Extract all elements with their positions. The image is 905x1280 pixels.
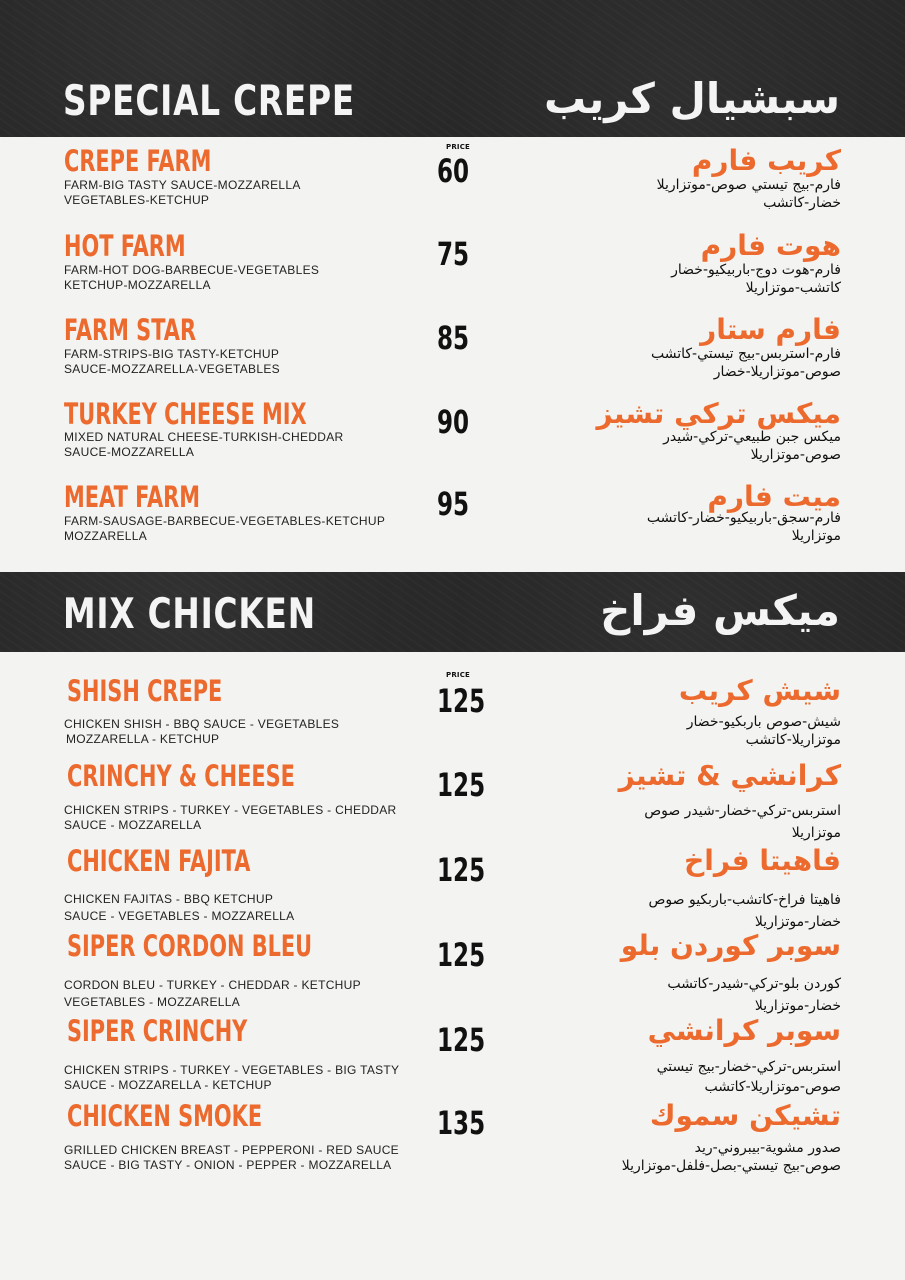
item-name-en: CREPE FARM [64, 144, 212, 178]
item-desc-ar: فارم-هوت دوج-باربيكيو-خضار كاتشب-موتزاريلا [671, 262, 841, 296]
item-price: 90 [437, 403, 470, 441]
section-title-ar: سبشيال كريب [544, 74, 840, 123]
price-label: PRICE [446, 143, 471, 151]
item-name-ar: كريب فارم [691, 144, 841, 177]
item-name-ar: فارم ستار [700, 313, 841, 346]
item-name-ar: سوبر كوردن بلو [620, 929, 841, 962]
item-desc-ar: شيش-صوص باربكيو-خضار موتزاريلا-كاتشب [686, 714, 841, 748]
item-price: 125 [437, 1021, 486, 1059]
menu-item [0, 480, 905, 563]
item-name-en: CHICKEN SMOKE [67, 1099, 263, 1133]
item-name-en: MEAT FARM [64, 480, 200, 514]
item-name-en: TURKEY CHEESE MIX [64, 397, 307, 431]
item-desc-en: FARM-HOT DOG-BARBECUE-VEGETABLES KETCHUP-MOZZARELLA [64, 263, 320, 292]
section-title-en: SPECIAL CREPE [63, 76, 356, 125]
item-desc-ar: فارم-بيج تيستي صوص-موتزاريلا خضار-كاتشب [656, 177, 841, 211]
item-desc-en: FARM-STRIPS-BIG TASTY-KETCHUP SAUCE-MOZZARELLA-VEGETABLES [64, 347, 280, 376]
item-price: 125 [437, 851, 486, 889]
item-desc-ar: استربس-تركي-خضار-شيدر صوص موتزاريلا [644, 803, 841, 841]
item-name-ar: سوبر كرانشي [647, 1014, 841, 1047]
item-desc-ar: فارم-سجق-باربيكيو-خضار-كاتشب موتزاريلا [646, 510, 841, 544]
menu-item [0, 1014, 905, 1097]
special-crepe-header-band [0, 0, 905, 137]
item-desc-ar: صدور مشوية-بيبروني-ريد صوص-بيج تيستي-بصل-فلفل-موتزاريلا [621, 1140, 841, 1174]
item-name-en: SIPER CORDON BLEU [67, 929, 313, 963]
item-price: 60 [437, 152, 470, 190]
item-desc-ar: فاهيتا فراخ-كاتشب-باربكيو صوص خضار-موتزاريلا [648, 892, 841, 930]
item-desc-ar: استربس-تركي-خضار-بيج تيستي صوص-موتزاريلا-كاتشب [656, 1059, 841, 1095]
item-price: 95 [437, 485, 470, 523]
menu-item [0, 313, 905, 396]
item-desc-en: CHICKEN SHISH - BBQ SAUCE - VEGETABLES MOZZARELLA - KETCHUP [64, 717, 340, 746]
item-name-en: FARM STAR [64, 313, 197, 347]
item-desc-ar: ميكس جبن طبيعي-تركي-شيدر صوص-موتزاريلا [663, 429, 841, 463]
item-name-en: SHISH CREPE [67, 674, 223, 708]
price-label: PRICE [446, 671, 471, 679]
item-desc-en: GRILLED CHICKEN BREAST - PEPPERONI - RED SAUCE SAUCE - BIG TASTY - ONION - PEPPER - MOZZARELLA [64, 1143, 399, 1172]
item-price: 75 [437, 235, 470, 273]
item-desc-en: MIXED NATURAL CHEESE-TURKISH-CHEDDAR SAUCE-MOZZARELLA [64, 430, 344, 459]
item-name-ar: فاهيتا فراخ [684, 844, 841, 877]
item-name-en: CRINCHY & CHEESE [67, 759, 295, 793]
item-name-ar: ميت فارم [707, 480, 841, 513]
menu-item [0, 759, 905, 842]
section-title-ar: ميكس فراخ [600, 586, 840, 635]
item-name-ar: هوت فارم [700, 229, 841, 262]
item-desc-en: CHICKEN STRIPS - TURKEY - VEGETABLES - CHEDDAR SAUCE - MOZZARELLA [64, 803, 397, 832]
mix-chicken-header-band [0, 572, 905, 652]
item-price: 125 [437, 682, 486, 720]
item-price: 125 [437, 766, 486, 804]
item-name-en: CHICKEN FAJITA [67, 844, 251, 878]
item-name-en: SIPER CRINCHY [67, 1014, 248, 1048]
item-price: 135 [437, 1104, 486, 1142]
item-name-ar: كرانشي & تشيز [618, 759, 841, 792]
item-name-en: HOT FARM [64, 229, 186, 263]
item-desc-en: FARM-BIG TASTY SAUCE-MOZZARELLA VEGETABLES-KETCHUP [64, 178, 301, 207]
item-price: 85 [437, 319, 470, 357]
item-desc-ar: كوردن بلو-تركي-شيدر-كاتشب خضار-موتزاريلا [667, 976, 841, 1014]
item-name-ar: ميكس تركي تشيز [596, 397, 841, 430]
section-title-en: MIX CHICKEN [63, 589, 316, 638]
item-desc-en: CHICKEN STRIPS - TURKEY - VEGETABLES - BIG TASTY SAUCE - MOZZARELLA - KETCHUP [64, 1063, 400, 1092]
menu-item [0, 844, 905, 930]
item-price: 125 [437, 936, 486, 974]
menu-item [0, 229, 905, 312]
menu-item [0, 929, 905, 1014]
menu-item [0, 397, 905, 480]
item-desc-en: CORDON BLEU - TURKEY - CHEDDAR - KETCHUP VEGETABLES - MOZZARELLA [64, 978, 361, 1009]
item-desc-en: CHICKEN FAJITAS - BBQ KETCHUP SAUCE - VEGETABLES - MOZZARELLA [64, 892, 295, 923]
item-desc-en: FARM-SAUSAGE-BARBECUE-VEGETABLES-KETCHUP MOZZARELLA [64, 514, 386, 543]
menu-item [0, 1099, 905, 1182]
item-name-ar: شيش كريب [678, 674, 841, 707]
menu-item [0, 144, 905, 227]
item-desc-ar: فارم-استربس-بيج تيستي-كاتشب صوص-موتزاريلا-خضار [650, 346, 841, 380]
item-name-ar: تشيكن سموك [649, 1099, 841, 1132]
